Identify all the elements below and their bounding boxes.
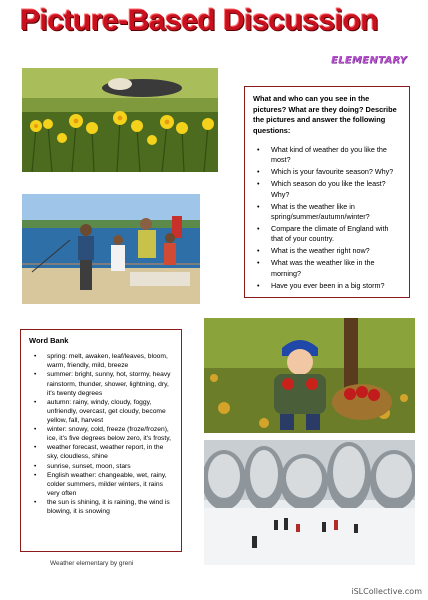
autumn-child-apples-photo bbox=[204, 318, 415, 433]
question-item: • What kind of weather do you like the most? bbox=[271, 145, 401, 166]
question-item: • Compare the climate of England with that of your country. bbox=[271, 224, 401, 245]
question-item: • Which season do you like the least? Why? bbox=[271, 179, 401, 200]
word-bank-item: • the sun is shining, it is raining, the wind is blowing, it is snowing bbox=[47, 498, 175, 516]
question-item: • Have you ever been in a big storm? bbox=[271, 281, 401, 291]
discussion-questions-box bbox=[244, 86, 410, 298]
winter-snow-park-photo bbox=[204, 440, 415, 565]
author-credit: Weather elementary by greni bbox=[50, 560, 134, 567]
page-title: Picture-Based Discussion bbox=[20, 4, 379, 37]
question-item: • What was the weather like in the morning? bbox=[271, 258, 401, 279]
word-bank-item: • spring: melt, awaken, leaf/leaves, bloom, warm, friendly, mild, breeze bbox=[47, 352, 175, 370]
question-item: • What is the weather like in spring/summer/autumn/winter? bbox=[271, 202, 401, 223]
question-item: • What is the weather right now? bbox=[271, 246, 401, 256]
level-subtitle: ELEMENTARY bbox=[331, 55, 407, 66]
spring-daffodils-photo bbox=[22, 68, 218, 172]
word-bank-item: • sunrise, sunset, moon, stars bbox=[47, 462, 175, 471]
questions-intro: What and who can you see in the pictures? What are they doing? Describe the pictures and answer the following questions: bbox=[253, 94, 397, 136]
word-bank-box bbox=[20, 329, 182, 552]
word-bank-title: Word Bank bbox=[29, 336, 69, 345]
word-bank-item: • English weather: changeable, wet, rainy, colder summers, milder winters, it rains very often bbox=[47, 471, 175, 498]
questions-list bbox=[253, 145, 401, 291]
summer-fishing-pier-photo bbox=[22, 194, 200, 304]
word-bank-item: • winter: snowy, cold, freeze (froze/frozen), ice, it's five degrees below zero, it's frosty, bbox=[47, 425, 175, 443]
word-bank-list bbox=[27, 352, 175, 516]
site-watermark: iSLCollective.com bbox=[351, 587, 422, 596]
question-item: • Which is your favourite season? Why? bbox=[271, 167, 401, 177]
word-bank-item: • summer: bright, sunny, hot, stormy, heavy rainstorm, thunder, shower, lightning, dry, it's twenty degrees bbox=[47, 370, 175, 397]
word-bank-item: • autumn: rainy, windy, cloudy, foggy, unfriendly, overcast, get cloudy, become yellow, fall, harvest bbox=[47, 398, 175, 425]
word-bank-item: • weather forecast, weather report, in the sky, cloudless, shine bbox=[47, 443, 175, 461]
